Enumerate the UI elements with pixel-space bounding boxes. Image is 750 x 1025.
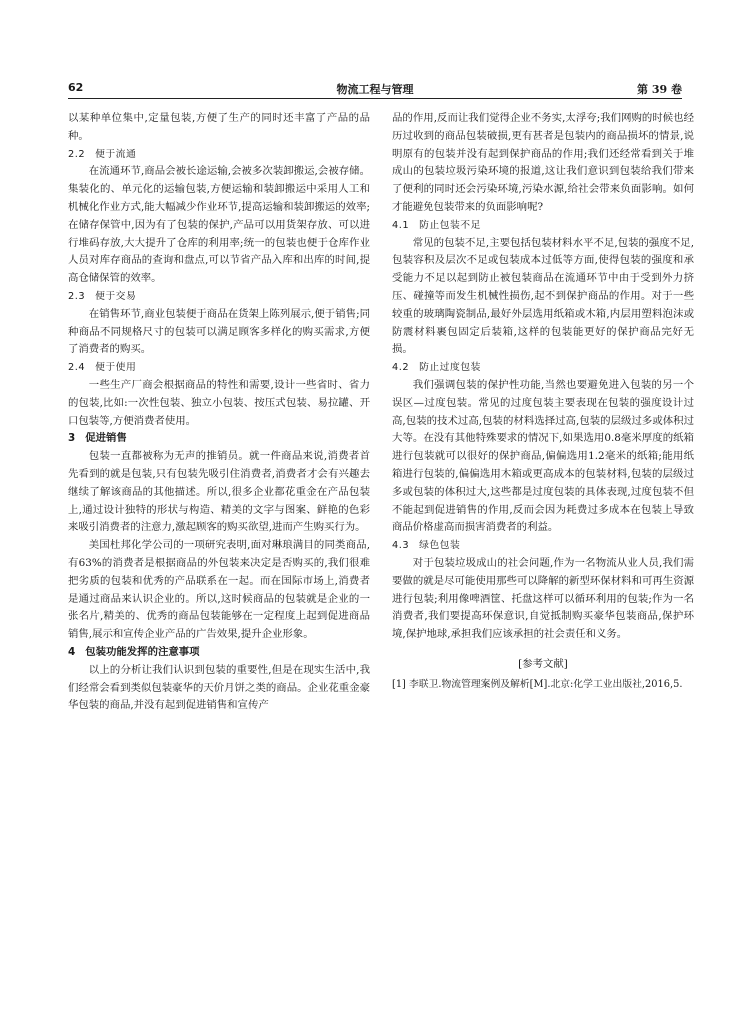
section-3-paragraph-1: 包装一直都被称为无声的推销员。就一件商品来说,消费者首先看到的就是包装,只有包装先吸引住消费者,消费者才会有兴趣去继续了解该商品的其他描述。所以,很多企业都花重金在产品包装上,通过设计独特的形状与构造、精美的文字与图案、鲜艳的色彩来吸引消费者的注意力,激起顾客的购买欲望,进而产生购买行为。 xyxy=(68,450,370,534)
references-heading: [参考文献] xyxy=(518,657,568,670)
section-4-2-paragraph: 我们强调包装的保护性功能,当然也要避免进入包装的另一个误区—过度包装。常见的过度包装主要表现在包装的强度设计过高,包装的技术过高,包装的材料选择过高,包装的层级过多或体积过大等。在没有其他特殊要求的情况下,如果选用0.8毫米厚度的纸箱进行包装就可以很好的保护商品,偏偏选用1.2毫米的纸箱;能用纸箱进行包装的,偏偏选用木箱或更高成本的包装材料,包装的层级过多或包装的体积过大,这些都是过度包装的具体表现,过度包装不但不能起到促进销售的作用,反而会因为耗费过多成本在包装上导致商品价格虚高而损害消费者的利益。 xyxy=(392,378,694,534)
section-4-heading: 4 包装功能发挥的注意事项 xyxy=(68,645,200,658)
reference-entry: [1] 李联卫.物流管理案例及解析[M].北京:化学工业出版社,2016,5. xyxy=(392,678,683,690)
section-2-2-heading: 2.2 便于流通 xyxy=(68,148,137,160)
right-column xyxy=(392,110,694,693)
running-header xyxy=(68,78,682,99)
journal-title: 物流工程与管理 xyxy=(336,83,414,96)
volume-label: 第 39 卷 xyxy=(637,83,682,96)
section-4-2-heading: 4.2 防止过度包装 xyxy=(392,362,481,374)
section-2-3-paragraph: 在销售环节,商业包装便于商品在货架上陈列展示,便于销售;同种商品不同规格尺寸的包装可以满足顾客多样化的购买需求,方便了消费者的购买。 xyxy=(68,307,370,356)
section-2-2-paragraph: 在流通环节,商品会被长途运输,会被多次装卸搬运,会被存储。集装化的、单元化的运输包装,方便运输和装卸搬运中采用人工和机械化作业方式,能大幅减少作业环节,提高运输和装卸搬运的效率;在储存保管中,因为有了包装的保护,产品可以用货架存放、可以进行堆码存放,大大提升了仓库的利用率;统一的包装也便于仓库作业人员对库存商品的查询和盘点,可以节省产品入库和出库的时间,提高仓储保管的效率。 xyxy=(68,165,370,285)
section-4-3-paragraph: 对于包装垃圾成山的社会问题,作为一名物流从业人员,我们需要做的就是尽可能使用那些可以降解的新型环保材料和可再生资源进行包装;利用像啤酒筐、托盘这样可以循环利用的包装;作为一名消费者,我们要提高环保意识,自觉抵制购买豪华包装商品,保护环境,保护地球,承担我们应该承担的社会责任和义务。 xyxy=(392,556,694,641)
section-3-paragraph-2: 美国杜邦化学公司的一项研究表明,面对琳琅满目的同类商品,有63%的消费者是根据商品的外包装来决定是否购买的,我们很难把劣质的包装和优秀的产品联系在一起。而在国际市场上,消费者是通过商品来认识企业的。所以,这时候商品的包装就是企业的一张名片,精美的、优秀的商品包装能够在一定程度上起到促进商品销售,展示和宣传企业产品的广告效果,提升企业形象。 xyxy=(68,539,370,641)
section-2-3-heading: 2.3 便于交易 xyxy=(68,290,137,302)
continued-paragraph: 品的作用,反而让我们觉得企业不务实,太浮夸;我们网购的时候也经历过收到的商品包装破损,更有甚者是包装内的商品损坏的情景,说明原有的包装并没有起到保护商品的作用;我们还经常看到关于堆成山的包装垃圾污染环境的报道,这让我们意识到包装给我们带来了便利的同时还会污染环境,污染水源,给社会带来负面影响。如何才能避免包装带来的负面影响呢? xyxy=(392,112,694,213)
page-number: 62 xyxy=(68,81,84,94)
section-4-1-paragraph: 常见的包装不足,主要包括包装材料水平不足,包装的强度不足,包装容积及层次不足或包装成本过低等方面,使得包装的强度和承受能力不足以起到防止被包装商品在流通环节中由于受到外力挤压、碰撞等而发生机械性损伤,起不到保护商品的作用。对于一些较重的玻璃陶瓷制品,最好外层选用纸箱或木箱,内层用塑料泡沫或防震材料裹包固定后装箱,这样的包装能更好的保护商品完好无损。 xyxy=(392,236,694,356)
section-2-4-heading: 2.4 便于使用 xyxy=(68,362,137,374)
section-4-paragraph-1: 以上的分析让我们认识到包装的重要性,但是在现实生活中,我们经常会看到类似包装豪华的天价月饼之类的商品。企业花重金豪华包装的商品,并没有起到促进销售和宣传产 xyxy=(68,663,370,712)
section-2-4-paragraph: 一些生产厂商会根据商品的特性和需要,设计一些省时、省力的包装,比如:一次性包装、独立小包装、按压式包装、易拉罐、开口包装等,方便消费者使用。 xyxy=(68,378,370,427)
section-3-heading: 3 促进销售 xyxy=(68,432,127,445)
intro-paragraph: 以某种单位集中,定量包装,方便了生产的同时还丰富了产品的品种。 xyxy=(68,112,370,142)
left-column xyxy=(68,110,370,715)
section-4-3-heading: 4.3 绿色包装 xyxy=(392,540,461,552)
section-4-1-heading: 4.1 防止包装不足 xyxy=(392,219,481,231)
